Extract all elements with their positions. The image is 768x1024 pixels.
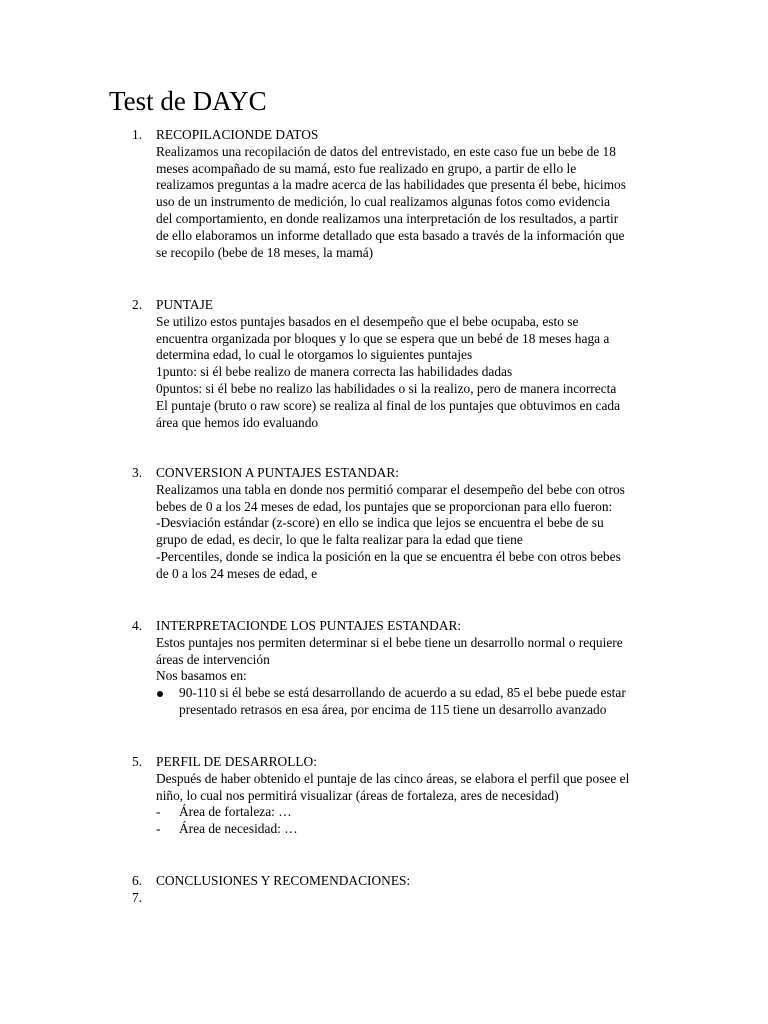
bullet-continuation [156,702,666,719]
bullet-dot-icon [156,685,170,702]
section-body [156,465,666,583]
paragraph-line: grupo de edad, es decir, lo que le falta realizar para la edad que tiene [156,532,523,548]
dash-marker: - [156,821,161,837]
paragraph-line: de 0 a los 24 meses de edad, e [156,565,318,581]
section-number: 4. [132,618,143,633]
paragraph-line: meses acompañado de su mamá, esto fue realizado en grupo, a partir de ello le [156,160,577,176]
section-number: 1. [132,127,143,142]
paragraph-line: área que hemos ido evaluando [156,414,319,430]
section-heading: PERFIL DE DESARROLLO: [156,754,317,769]
paragraph-line: bebes de 0 a los 24 meses de edad, los puntajes que se proporcionan para ello fueron: [156,498,613,514]
paragraph-line: Estos puntajes nos permiten determinar si el bebe tiene un desarrollo normal o requiere [156,634,623,650]
paragraph-line: -Percentiles, donde se indica la posición en la que se encuentra él bebe con otros bebes [156,548,621,564]
paragraph-line: se recopilo (bebe de 18 meses, la mamá) [156,244,374,260]
dash-item-text: Área de necesidad: … [179,821,298,837]
dash-marker: - [156,804,161,820]
paragraph-line: 1punto: si él bebe realizo de manera correcta las habilidades dadas [156,364,513,380]
dash-item-text: Área de fortaleza: … [179,804,292,820]
dash-item [156,804,666,821]
paragraph-line: del comportamiento, en donde realizamos una interpretación de los resultados, a partir [156,210,619,226]
section-number: 7. [132,890,143,905]
dash-item [156,821,666,838]
section-number: 2. [132,297,143,312]
paragraph-line: Nos basamos en: [156,668,247,684]
document-title: Test de DAYC [109,86,267,116]
section-heading: INTERPRETACIONDE LOS PUNTAJES ESTANDAR: [156,618,462,633]
paragraph-line: Realizamos una tabla en donde nos permitió comparar el desempeño del bebe con otros [156,481,625,497]
section-heading: CONVERSION A PUNTAJES ESTANDAR: [156,465,400,480]
section-heading [156,890,666,907]
section-body [156,890,666,907]
paragraph-line: -Desviación estándar (z-score) en ello se indica que lejos se encuentra el bebe de su [156,515,604,531]
section-body [156,127,666,261]
paragraph-line: Se utilizo estos puntajes basados en el desempeño que el bebe ocupaba, esto se [156,313,579,329]
paragraph-line: realizamos preguntas a la madre acerca de las habilidades que presenta él bebe, hicimos [156,177,626,193]
section-heading: PUNTAJE [156,297,213,312]
paragraph-line: El puntaje (bruto o raw score) se realiza al final de los puntajes que obtuvimos en cada [156,397,621,413]
paragraph-line: encuentra organizada por bloques y lo que se espera que un bebé de 18 meses haga a [156,330,610,346]
section-body [156,297,666,431]
paragraph-line: 0puntos: si él bebe no realizo las habilidades o si la realizo, pero de manera incorrecta [156,380,617,396]
paragraph-line: Realizamos una recopilación de datos del entrevistado, en este caso fue un bebe de 18 [156,143,616,159]
bullet-text: 90-110 si él bebe se está desarrollando de acuerdo a su edad, 85 el bebe puede estar [179,685,626,701]
section-number: 5. [132,754,143,769]
paragraph-line: determina edad, lo cual le otorgamos lo siguientes puntajes [156,347,473,363]
paragraph-line: áreas de intervención [156,651,270,667]
section-body [156,873,666,890]
section-heading: RECOPILACIONDE DATOS [156,127,319,142]
section-number: 6. [132,873,143,888]
section-number: 3. [132,465,143,480]
section-body [156,754,666,838]
paragraph-line: Después de haber obtenido el puntaje de las cinco áreas, se elabora el perfil que posee el [156,770,630,786]
paragraph-line: uso de un instrumento de medición, lo cual realizamos algunas fotos como evidencia [156,194,611,210]
bullet-text: presentado retrasos en esa área, por encima de 115 tiene un desarrollo avanzado [179,701,607,717]
paragraph-line: niño, lo cual nos permitirá visualizar (áreas de fortaleza, ares de necesidad) [156,787,559,803]
bullet-item [156,685,666,702]
section-heading: CONCLUSIONES Y RECOMENDACIONES: [156,873,411,888]
paragraph-line: de ello elaboramos un informe detallado que esta basado a través de la información que [156,227,625,243]
section-body [156,618,666,719]
